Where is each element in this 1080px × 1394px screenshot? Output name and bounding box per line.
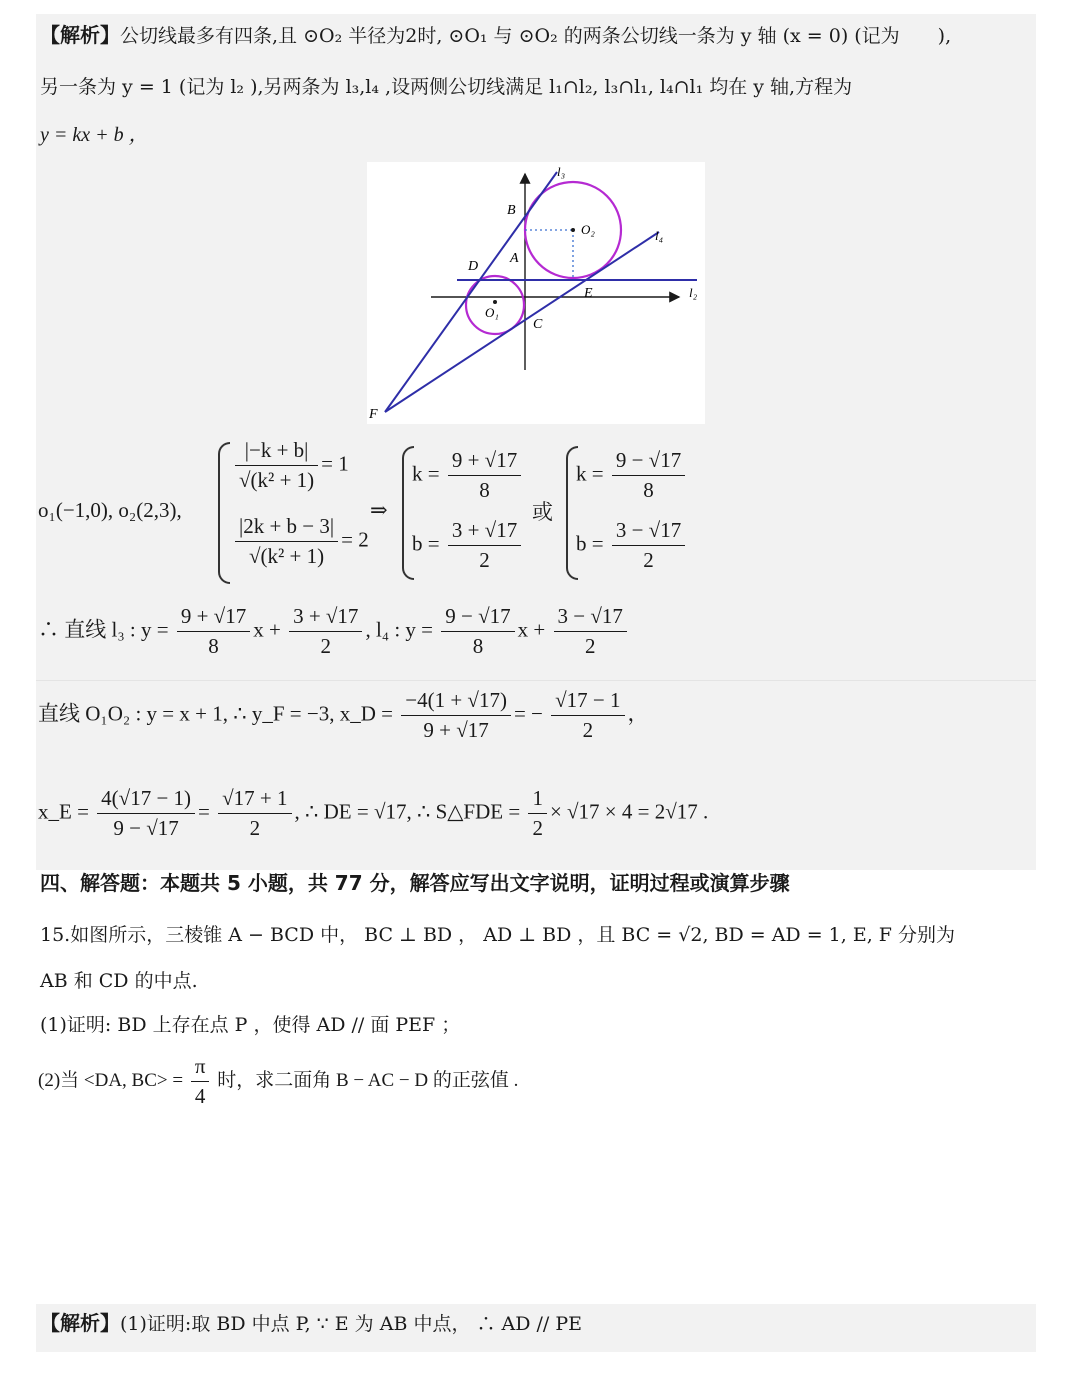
solution2-k	[576, 448, 688, 503]
l3-slope-den: 8	[208, 634, 219, 658]
l4-prefix: , l₄ : y =	[365, 617, 434, 642]
eq1-rhs: = 1	[321, 451, 349, 476]
xe-simplified-num: √17 + 1	[218, 786, 291, 814]
answer-line	[40, 1310, 1040, 1337]
de-area-text: , ∴ DE = √17, ∴ S△FDE =	[294, 799, 521, 824]
analysis-text-2: 另一条为 y = 1 (记为 l₂ ),另两条为 l₃,l₄ ,设两侧公切线满足 l₁∩l₂, l₃∩l₁, l₄∩l₁ 均在 y 轴,方程为	[40, 76, 853, 98]
point-o1	[493, 300, 497, 304]
analysis-line-1	[40, 22, 1040, 49]
solution1-k-den: 8	[479, 478, 490, 502]
label-l3: l₃	[557, 164, 566, 179]
solution1-k	[412, 448, 524, 503]
pi-den: 4	[194, 1084, 206, 1108]
l4-slope-den: 8	[472, 634, 484, 658]
system-eq1	[232, 438, 349, 493]
q15-part-2	[38, 1054, 518, 1109]
xe-prefix: x_E =	[38, 799, 89, 824]
l4-slope-num: 9 − √17	[441, 604, 514, 632]
solution1-b	[412, 518, 524, 573]
l3-intercept-den: 2	[320, 634, 331, 658]
solution1-k-num: 9 + √17	[448, 448, 521, 476]
or-label: 或	[532, 500, 553, 524]
system-brace-left	[218, 442, 230, 584]
q15-text-1: 15.如图所示，三棱锥 A − BCD 中， BC ⊥ BD ， AD ⊥ BD ，且 BC = √2, BD = AD = 1, E, F 分别为	[40, 924, 956, 946]
line-o1o2	[38, 688, 649, 743]
analysis-text-1: 公切线最多有四条,且 ⊙O₂ 半径为2时, ⊙O₁ 与 ⊙O₂ 的两条公切线一条为 y 轴 (x = 0) (记为 ),	[120, 25, 952, 47]
q15-part-2-prefix: (2)当 <DA, BC> =	[38, 1069, 184, 1091]
xd-den: 9 + √17	[423, 718, 489, 742]
label-a: A	[510, 251, 519, 266]
l3-intercept-num: 3 + √17	[289, 604, 362, 632]
lines-l3-l4	[38, 604, 630, 659]
q15-text-2: AB 和 CD 的中点.	[40, 970, 198, 992]
solution1-b-den: 2	[479, 548, 490, 572]
eq1-numerator: |−k + b|	[235, 438, 318, 466]
q15-part-1-text: (1)证明: BD 上存在点 P ，使得 AD // 面 PEF ；	[40, 1014, 461, 1036]
analysis-line-2	[40, 74, 1040, 100]
eq2-rhs: = 2	[341, 527, 369, 552]
eq1-denominator: √(k² + 1)	[239, 468, 315, 492]
xe-simplified-den: 2	[249, 816, 261, 840]
q15-part-2-suffix: 时，求二面角 B − AC − D 的正弦值 .	[217, 1069, 519, 1091]
label-d: D	[468, 259, 479, 274]
solution2-b	[576, 518, 688, 573]
section-4-title: 四、解答题：本题共 5 小题，共 77 分，解答应写出文字说明，证明过程或演算步骤	[40, 871, 790, 895]
o1o2-suffix: ，	[627, 701, 649, 726]
label-l2: l₂	[689, 285, 698, 300]
solution1-b-num: 3 + √17	[448, 518, 521, 546]
system-centers: o₁(−1,0), o₂(2,3),	[38, 498, 182, 522]
analysis-label: 【解析】	[40, 23, 120, 47]
half-den: 2	[532, 816, 543, 840]
l3-prefix: ∴ 直线 l₃ : y =	[38, 617, 169, 642]
solution1-b-label: b =	[412, 531, 440, 556]
q15-part-1	[40, 1012, 1040, 1038]
label-e: E	[584, 286, 593, 301]
q15-line-1	[40, 922, 1040, 948]
l3-x-plus: x +	[253, 617, 281, 642]
solution2-b-den: 2	[643, 548, 654, 572]
q15-line-2	[40, 968, 1040, 994]
xe-equals: =	[198, 799, 210, 824]
line-xe	[38, 786, 708, 841]
l4-intercept-den: 2	[584, 634, 596, 658]
solution2-k-label: k =	[576, 461, 604, 486]
area-result: × √17 × 4 = 2√17 .	[549, 799, 709, 824]
line-l3	[385, 172, 557, 412]
xd-num: −4(1 + √17)	[401, 688, 511, 716]
xd-simplified-num: √17 − 1	[551, 688, 624, 716]
solution2-k-den: 8	[643, 478, 654, 502]
half-num: 1	[528, 786, 547, 814]
pi-num: π	[191, 1054, 210, 1082]
xd-equals: = −	[513, 701, 543, 726]
system-eq2	[232, 514, 369, 569]
eq2-numerator: |2k + b − 3|	[235, 514, 338, 542]
section-4-heading	[40, 870, 1040, 897]
label-f: F	[369, 407, 378, 422]
label-b: B	[507, 203, 516, 218]
l4-intercept-num: 3 − √17	[554, 604, 627, 632]
label-o1: O₁	[485, 305, 499, 320]
line-l4	[385, 232, 659, 412]
solution2-b-label: b =	[576, 531, 604, 556]
tangent-figure-svg	[367, 162, 705, 424]
label-c: C	[533, 317, 543, 332]
o1o2-prefix: 直线 O₁O₂ : y = x + 1, ∴ y_F = −3, x_D =	[38, 701, 393, 726]
analysis-text-3: y = kx + b ，	[40, 124, 149, 146]
eq2-denominator: √(k² + 1)	[248, 544, 325, 568]
l3-slope-num: 9 + √17	[177, 604, 250, 632]
xd-simplified-den: 2	[582, 718, 594, 742]
solution2-b-num: 3 − √17	[612, 518, 685, 546]
solution2-k-num: 9 − √17	[612, 448, 685, 476]
solution1-k-label: k =	[412, 461, 440, 486]
label-o2: O₂	[581, 222, 595, 237]
implies-arrow: ⇒	[370, 498, 388, 522]
tangent-figure	[367, 162, 705, 424]
xe-den: 9 − √17	[113, 816, 179, 840]
label-l4: l₄	[655, 228, 664, 243]
analysis-line-3	[40, 122, 1040, 148]
answer-text: (1)证明:取 BD 中点 P, ∵ E 为 AB 中点， ∴ AD // PE	[120, 1313, 583, 1335]
l4-x-plus: x +	[517, 617, 546, 642]
answer-label: 【解析】	[40, 1311, 120, 1335]
section-divider	[36, 680, 1036, 681]
point-o2	[571, 228, 575, 232]
xe-num: 4(√17 − 1)	[97, 786, 195, 814]
